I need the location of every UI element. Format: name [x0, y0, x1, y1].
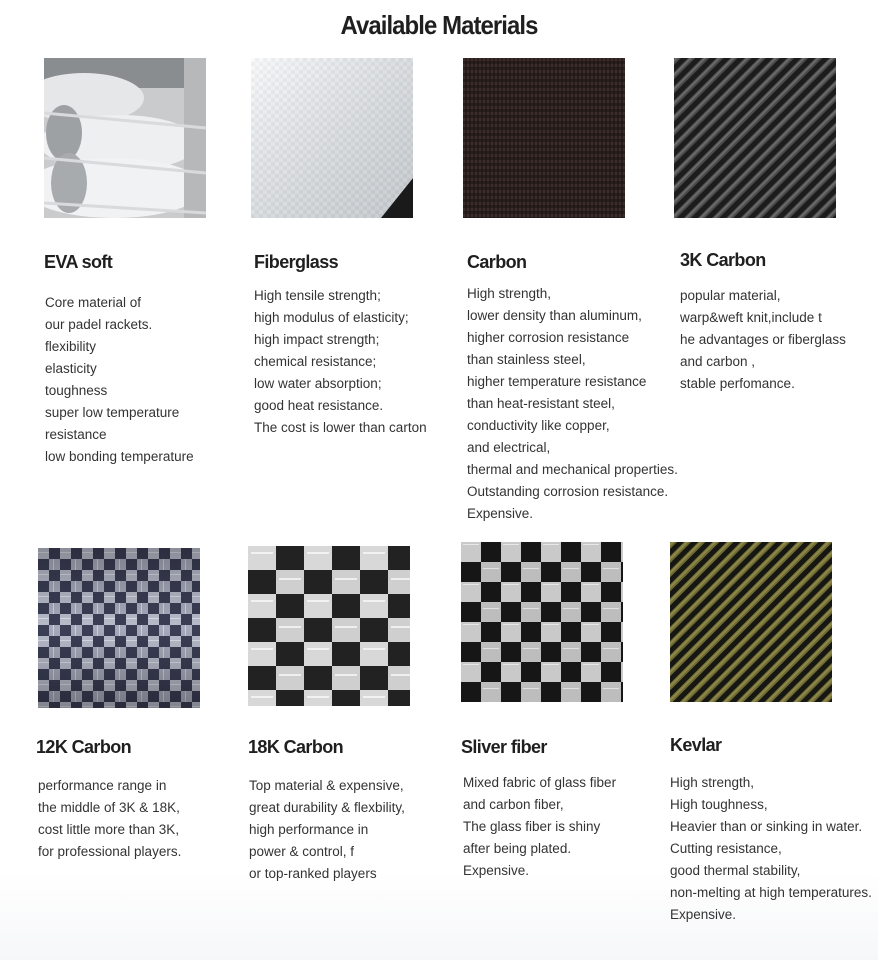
- description-line: resistance: [45, 427, 107, 442]
- description-line: warp&weft knit,include t: [680, 310, 822, 325]
- description-line: The glass fiber is shiny: [463, 819, 601, 834]
- material-name: Fiberglass: [254, 252, 339, 272]
- description-line: low water absorption;: [254, 376, 382, 391]
- description-line: than stainless steel,: [467, 352, 586, 367]
- material-name: EVA soft: [44, 252, 113, 272]
- description-line: Heavier than or sinking in water.: [670, 819, 863, 834]
- fiberglass-image: [251, 58, 413, 218]
- 3k-carbon-image: [674, 58, 836, 218]
- description-line: Expensive.: [670, 907, 737, 922]
- description-line: high performance in: [249, 822, 369, 837]
- material-description: [249, 775, 405, 885]
- material-name: Sliver fiber: [461, 737, 547, 757]
- description-line: high impact strength;: [254, 332, 380, 347]
- description-line: and carbon ,: [680, 354, 756, 369]
- 18k-carbon-image: [248, 546, 410, 706]
- description-line: the middle of 3K & 18K,: [38, 800, 180, 815]
- description-line: flexibility: [45, 339, 97, 354]
- eva-soft-image: [44, 58, 206, 218]
- description-line: or top-ranked players: [249, 866, 377, 881]
- description-line: cost little more than 3K,: [38, 822, 180, 837]
- description-line: popular material,: [680, 288, 781, 303]
- description-line: High strength,: [467, 286, 552, 301]
- description-line: elasticity: [45, 361, 97, 376]
- description-line: and electrical,: [467, 440, 551, 455]
- description-line: thermal and mechanical properties.: [467, 462, 678, 477]
- description-line: chemical resistance;: [254, 354, 377, 369]
- description-line: The cost is lower than carton: [254, 420, 427, 435]
- description-line: lower density than aluminum,: [467, 308, 642, 323]
- description-line: Core material of: [45, 295, 142, 310]
- description-line: good heat resistance.: [254, 398, 384, 413]
- material-name: 18K Carbon: [248, 737, 344, 757]
- description-line: after being plated.: [463, 841, 572, 856]
- 12k-carbon-image: [38, 548, 200, 708]
- material-name: Carbon: [467, 252, 527, 272]
- material-name: Kevlar: [670, 735, 722, 755]
- description-line: great durability & flexbility,: [249, 800, 405, 815]
- description-line: stable perfomance.: [680, 376, 795, 391]
- description-line: power & control, f: [249, 844, 355, 859]
- description-line: Cutting resistance,: [670, 841, 782, 856]
- description-line: higher temperature resistance: [467, 374, 647, 389]
- description-line: good thermal stability,: [670, 863, 801, 878]
- description-line: he advantages or fiberglass: [680, 332, 846, 347]
- description-line: High strength,: [670, 775, 755, 790]
- sliver-fiber-image: [461, 542, 623, 702]
- material-description: [463, 772, 616, 882]
- material-description: [38, 775, 181, 863]
- description-line: Expensive.: [463, 863, 530, 878]
- description-line: conductivity like copper,: [467, 418, 610, 433]
- material-description: [670, 772, 872, 926]
- description-line: Mixed fabric of glass fiber: [463, 775, 617, 790]
- description-line: High toughness,: [670, 797, 768, 812]
- description-line: super low temperature: [45, 405, 180, 420]
- description-line: Expensive.: [467, 506, 534, 521]
- material-name: 3K Carbon: [680, 250, 766, 270]
- description-line: low bonding temperature: [45, 449, 194, 464]
- description-line: higher corrosion resistance: [467, 330, 630, 345]
- material-name: 12K Carbon: [36, 737, 132, 757]
- material-description: [467, 283, 678, 525]
- carbon-image: [463, 58, 625, 218]
- description-line: Top material & expensive,: [249, 778, 404, 793]
- description-line: performance range in: [38, 778, 167, 793]
- description-line: toughness: [45, 383, 108, 398]
- material-description: [45, 292, 194, 468]
- description-line: our padel rackets.: [45, 317, 153, 332]
- material-description: [680, 285, 846, 395]
- kevlar-image: [670, 542, 832, 702]
- description-line: non-melting at high temperatures.: [670, 885, 872, 900]
- page-title: Available Materials: [340, 10, 538, 40]
- description-line: High tensile strength;: [254, 288, 381, 303]
- description-line: and carbon fiber,: [463, 797, 564, 812]
- description-line: for professional players.: [38, 844, 182, 859]
- description-line: than heat-resistant steel,: [467, 396, 615, 411]
- description-line: Outstanding corrosion resistance.: [467, 484, 669, 499]
- material-description: [254, 285, 427, 439]
- description-line: high modulus of elasticity;: [254, 310, 409, 325]
